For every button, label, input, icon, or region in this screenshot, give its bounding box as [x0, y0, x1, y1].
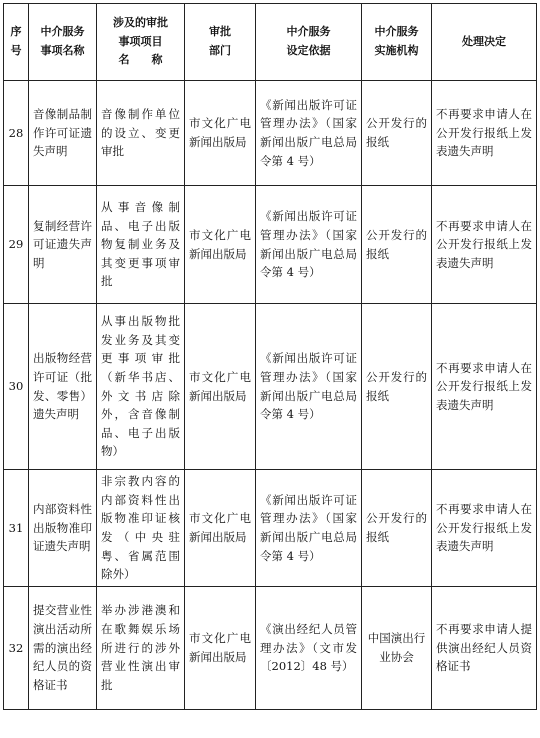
cell-basis: 《演出经纪人员管理办法》（文市发〔2012〕48 号）: [256, 587, 362, 710]
header-agency: 中介服务 实施机构: [362, 4, 432, 81]
cell-basis: 《新闻出版许可证管理办法》（国家新闻出版广电总局令第 4 号）: [256, 304, 362, 470]
cell-decision: 不再要求申请人在公开发行报纸上发表遗失声明: [432, 186, 537, 304]
header-dept: 审批 部门: [185, 4, 256, 81]
table-row: [4, 186, 537, 304]
cell-dept: 市文化广电新闻出版局: [185, 304, 256, 470]
cell-agency: 公开发行的报纸: [362, 186, 432, 304]
cell-seq: 28: [4, 81, 29, 186]
cell-agency: 公开发行的报纸: [362, 304, 432, 470]
header-service-name: 中介服务 事项名称: [29, 4, 97, 81]
cell-service-name: 音像制品制作许可证遗失声明: [29, 81, 97, 186]
table-row: [4, 587, 537, 710]
cell-approval-item: 举办涉港澳和在歌舞娱乐场所进行的涉外营业性演出审批: [97, 587, 185, 710]
cell-dept: 市文化广电新闻出版局: [185, 81, 256, 186]
cell-approval-item: 音像制作单位的设立、变更审批: [97, 81, 185, 186]
table-row: [4, 304, 537, 470]
table-row: [4, 81, 537, 186]
cell-service-name: 出版物经营许可证（批发、零售）遗失声明: [29, 304, 97, 470]
intermediary-services-table: [3, 3, 537, 710]
cell-basis: 《新闻出版许可证管理办法》（国家新闻出版广电总局令第 4 号）: [256, 186, 362, 304]
cell-approval-item: 从事出版物批发业务及其变更事项审批（新华书店、外文书店除外，含音像制品、电子出版物）: [97, 304, 185, 470]
cell-basis: 《新闻出版许可证管理办法》（国家新闻出版广电总局令第 4 号）: [256, 81, 362, 186]
cell-seq: 32: [4, 587, 29, 710]
cell-agency: 公开发行的报纸: [362, 470, 432, 587]
cell-dept: 市文化广电新闻出版局: [185, 470, 256, 587]
cell-dept: 市文化广电新闻出版局: [185, 186, 256, 304]
cell-dept: 市文化广电新闻出版局: [185, 587, 256, 710]
header-approval-item: 涉及的审批 事项项目 名 称: [97, 4, 185, 81]
cell-decision: 不再要求申请人在公开发行报纸上发表遗失声明: [432, 81, 537, 186]
cell-approval-item: 非宗教内容的内部资料性出版物准印证核发（中央驻粤、省属范围除外）: [97, 470, 185, 587]
header-decision: 处理决定: [432, 4, 537, 81]
header-basis: 中介服务 设定依据: [256, 4, 362, 81]
cell-approval-item: 从事音像制品、电子出版物复制业务及其变更事项审批: [97, 186, 185, 304]
cell-seq: 30: [4, 304, 29, 470]
header-seq: 序号: [4, 4, 29, 81]
cell-seq: 31: [4, 470, 29, 587]
cell-decision: 不再要求申请人在公开发行报纸上发表遗失声明: [432, 304, 537, 470]
table-header-row: [4, 4, 537, 81]
cell-seq: 29: [4, 186, 29, 304]
cell-basis: 《新闻出版许可证管理办法》（国家新闻出版广电总局令第 4 号）: [256, 470, 362, 587]
cell-service-name: 内部资料性出版物准印证遗失声明: [29, 470, 97, 587]
cell-agency: 中国演出行业协会: [362, 587, 432, 710]
cell-service-name: 复制经营许可证遗失声明: [29, 186, 97, 304]
cell-decision: 不再要求申请人提供演出经纪人员资格证书: [432, 587, 537, 710]
cell-decision: 不再要求申请人在公开发行报纸上发表遗失声明: [432, 470, 537, 587]
cell-agency: 公开发行的报纸: [362, 81, 432, 186]
table-row: [4, 470, 537, 587]
cell-service-name: 提交营业性演出活动所需的演出经纪人员的资格证书: [29, 587, 97, 710]
